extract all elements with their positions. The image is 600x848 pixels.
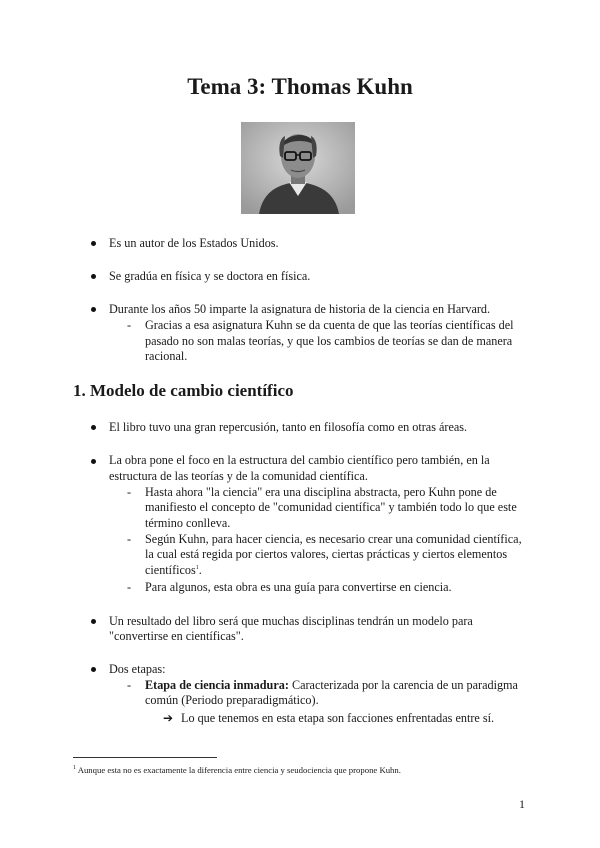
sub-item-text: pasado no son malas teorías, y que los cambios de teorías se dan de manera [145,334,513,348]
sub-item-text: la cual está regida por ciertos valores, ciertas prácticas y ciertos elementos [145,547,508,561]
section-heading: 1. Modelo de cambio científico [73,381,294,400]
dash-marker: - [127,580,132,594]
bullet-text: Es un autor de los Estados Unidos. [109,236,279,250]
sub-item-text: Gracias a esa asignatura Kuhn se da cuenta de que las teorías científicas del [145,318,514,332]
dash-marker: - [127,678,132,692]
sub-item-text: Para algunos, esta obra es una guía para convertirse en ciencia. [145,580,452,594]
arrow-text: Lo que tenemos en esta etapa son facciones enfrentadas entre sí. [181,711,495,725]
bullet-text: Dos etapas: [109,662,166,676]
bullet-text: Un resultado del libro será que muchas disciplinas tendrán un modelo para [109,614,473,628]
bullet-text: Durante los años 50 imparte la asignatura de historia de la ciencia en Harvard. [109,302,491,316]
sub-item-text: Hasta ahora "la ciencia" era una disciplina abstracta, pero Kuhn pone de [145,485,497,499]
dash-marker: - [127,532,132,546]
bullet-text: El libro tuvo una gran repercusión, tanto en filosofía como en otras áreas. [109,420,468,434]
stage-text [145,678,518,694]
bullet-icon [91,425,96,430]
arrow-icon: ➔ [163,711,174,725]
footnote-separator [73,757,217,758]
page-number: 1 [519,797,525,811]
sub-item-text: racional. [145,349,188,363]
dash-marker: - [127,485,132,499]
sub-item-text: Según Kuhn, para hacer ciencia, es necesario crear una comunidad científica, [145,532,522,546]
footnote-text: Aunque esta no es exactamente la diferencia entre ciencia y seudociencia que propone Kuhn. [76,765,401,775]
stage-text: común (Periodo preparadigmático). [145,693,319,707]
sub-item-text: término conlleva. [145,516,231,530]
bullet-icon [91,307,96,312]
stage-label: Etapa de ciencia inmadura: [145,678,289,692]
bullet-icon [91,667,96,672]
bullet-text: estructura de las teorías y de la comunidad científica. [109,469,368,483]
period-mark: . [198,563,202,577]
page-title: Tema 3: Thomas Kuhn [187,74,413,99]
footnote-reference[interactable]: 1 [195,564,199,571]
footnote-number: 1 [73,765,76,772]
dash-marker: - [127,318,132,332]
bullet-icon [91,459,96,464]
bullet-text: La obra pone el foco en la estructura del cambio científico pero también, en la [109,453,490,467]
bullet-text: Se gradúa en física y se doctora en física. [109,269,311,283]
bullet-icon [91,619,96,624]
bullet-icon [91,274,96,279]
footnote [73,765,401,776]
bullet-text: "convertirse en científicas". [109,629,244,643]
sub-item-text [145,563,202,579]
author-photo [241,122,355,214]
bullet-icon [91,241,96,246]
sub-item-text: manifiesto el concepto de "comunidad científica" y también todo lo que este [145,500,517,514]
stage-description: Caracterizada por la carencia de un paradigma [288,678,518,692]
sub-item-text-fragment: científicos [145,563,196,577]
